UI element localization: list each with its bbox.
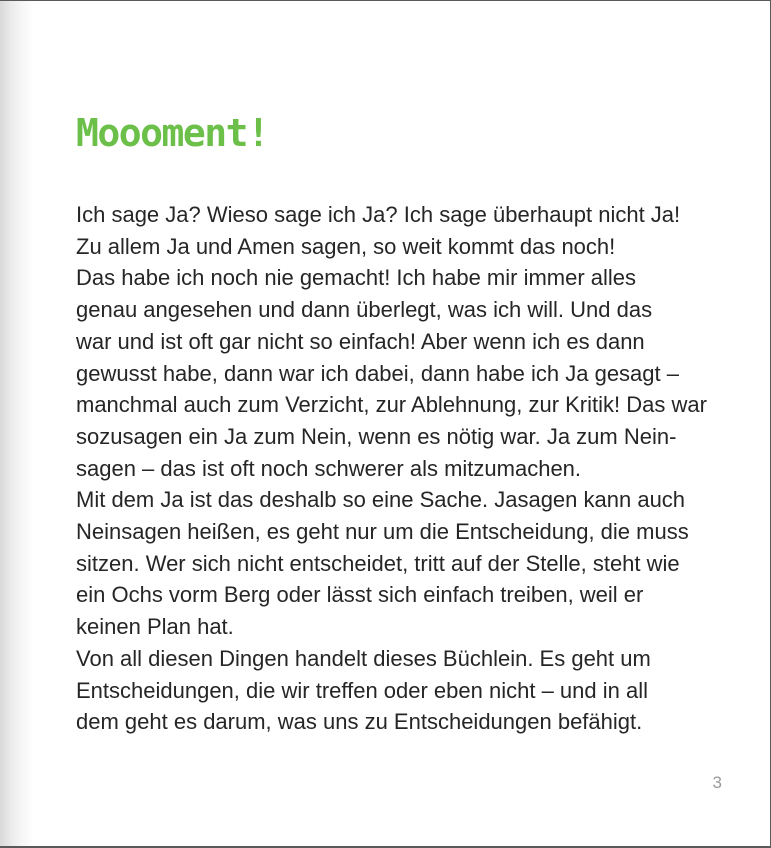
text-line: Das habe ich noch nie gemacht! Ich habe mir immer alles <box>76 265 637 291</box>
text-line: sozusagen ein Ja zum Nein, wenn es nötig war. Ja zum Nein- <box>76 423 677 449</box>
text-line: sagen – das ist oft noch schwerer als mitzumachen. <box>76 455 582 481</box>
text-line: gewusst habe, dann war ich dabei, dann habe ich Ja gesagt – <box>76 360 679 386</box>
text-line: Entscheidungen, die wir treffen oder eben nicht – und in all <box>76 677 648 703</box>
text-line: Zu allem Ja und Amen sagen, so weit kommt das noch! <box>76 233 616 259</box>
page-gutter-shadow <box>0 1 34 846</box>
text-line: Von all diesen Dingen handelt dieses Büchlein. Es geht um <box>76 645 651 671</box>
page-number: 3 <box>712 773 722 792</box>
text-line: Mit dem Ja ist das deshalb so eine Sache. Jasagen kann auch <box>76 487 686 513</box>
text-line: Neinsagen heißen, es geht nur um die Entscheidung, die muss <box>76 519 689 545</box>
body-text <box>76 199 736 738</box>
text-line: genau angesehen und dann überlegt, was ich will. Und das <box>76 297 653 323</box>
text-line: manchmal auch zum Verzicht, zur Ablehnung, zur Kritik! Das war <box>76 392 707 418</box>
text-line: war und ist oft gar nicht so einfach! Aber wenn ich es dann <box>76 328 645 354</box>
text-line: sitzen. Wer sich nicht entscheidet, tritt auf der Stelle, steht wie <box>76 550 680 576</box>
text-line: Ich sage Ja? Wieso sage ich Ja? Ich sage überhaupt nicht Ja! <box>76 202 681 227</box>
text-line: keinen Plan hat. <box>76 614 234 640</box>
text-line: dem geht es darum, was uns zu Entscheidungen befähigt. <box>76 709 643 735</box>
text-line: ein Ochs vorm Berg oder lässt sich einfach treiben, weil er <box>76 582 644 608</box>
page-title: Moooment! <box>76 111 269 155</box>
